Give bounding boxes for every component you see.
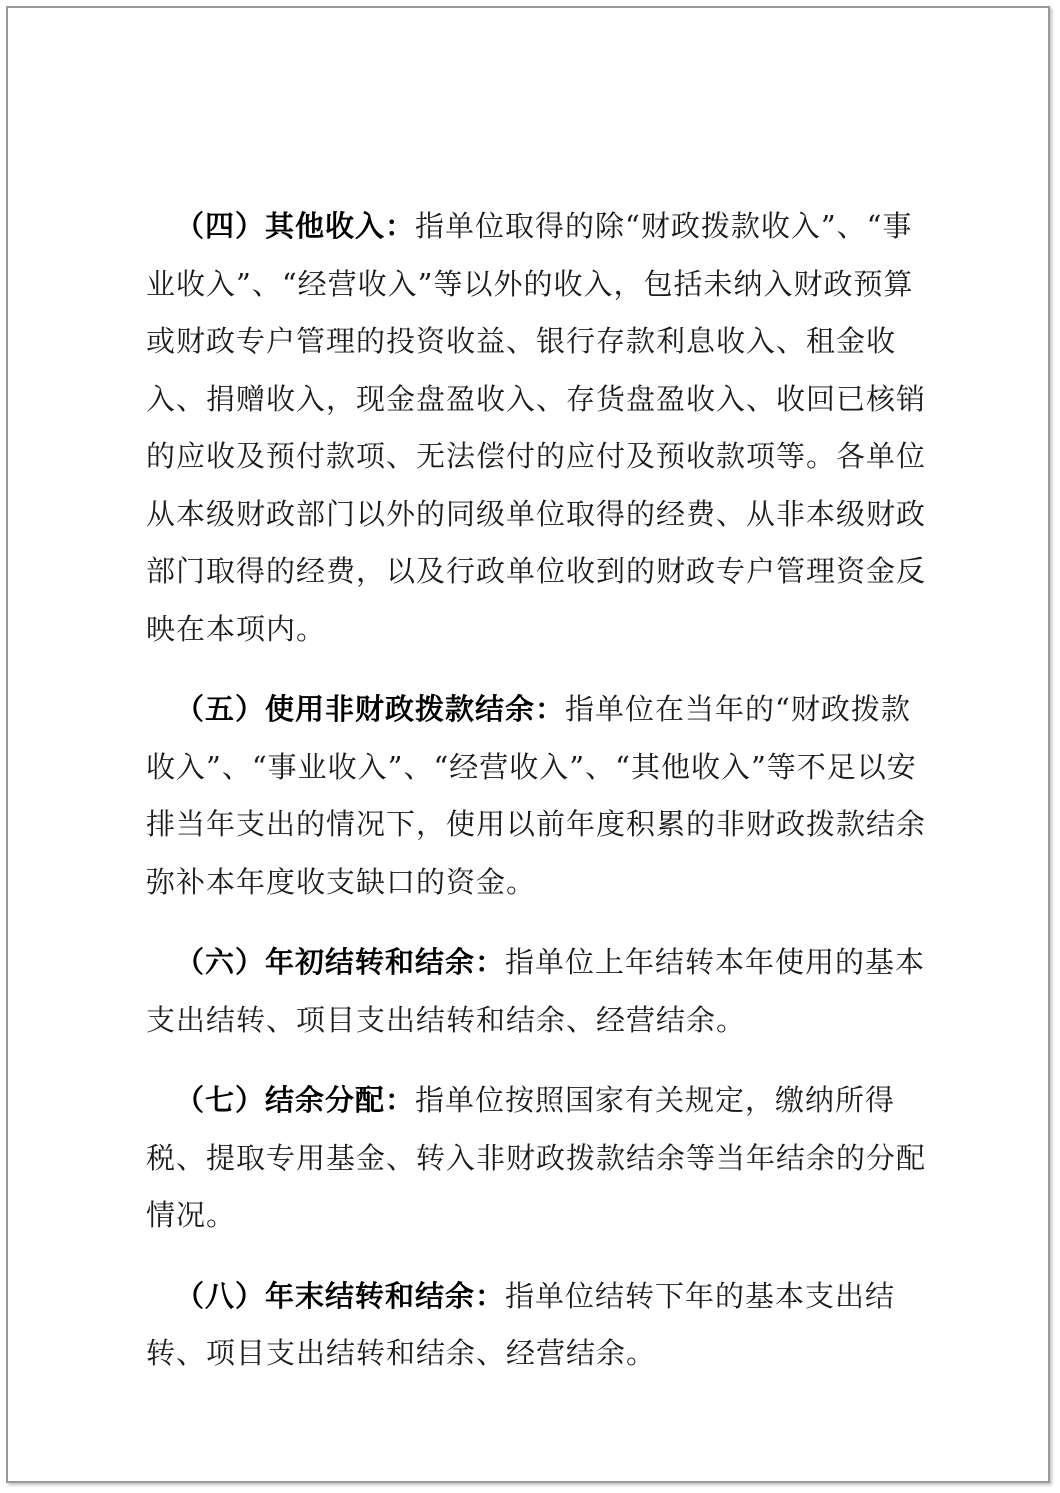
paragraph-heading: （七）结余分配： <box>175 1083 416 1117</box>
paragraph-text: 指单位取得的除“财政拨款收入”、“事业收入”、“经营收入”等以外的收入，包括未纳入财政预算或财政专户管理的投资收益、银行存款利息收入、租金收入、捐赠收入，现金盘盈收入、存货盘盈收入、收回已核销的应收及预付款项、无法偿付的应付及预收款项等。各单位从本级财政部门以外的同级单位取得的经费、从非本级财政部门取得的经费，以及行政单位收到的财政专户管理资金反映在本项内。 <box>146 209 927 646</box>
paragraph-non-fiscal-surplus-use <box>146 681 936 911</box>
paragraph-opening-carryover <box>146 934 936 1049</box>
paragraph-closing-carryover <box>146 1268 936 1383</box>
paragraph-other-income <box>146 198 936 658</box>
paragraph-text: 指单位结转下年的基本支出结转、项目支出结转和结余、经营结余。 <box>146 1278 896 1370</box>
paragraph-text: 指单位上年结转本年使用的基本支出结转、项目支出结转和结余、经营结余。 <box>146 945 926 1037</box>
paragraph-heading: （五）使用非财政拨款结余： <box>175 692 566 726</box>
paragraph-text: 指单位在当年的“财政拨款收入”、“事业收入”、“经营收入”、“其他收入”等不足以安排当年支出的情况下，使用以前年度积累的非财政拨款结余弥补本年度收支缺口的资金。 <box>146 692 927 899</box>
paragraph-text: 指单位按照国家有关规定，缴纳所得税、提取专用基金、转入非财政拨款结余等当年结余的分配情况。 <box>146 1083 927 1232</box>
paragraph-heading: （四）其他收入： <box>175 209 416 243</box>
paragraph-heading: （八）年末结转和结余： <box>175 1278 506 1313</box>
paragraph-surplus-distribution <box>146 1072 936 1245</box>
document-page <box>6 6 1050 1483</box>
document-body <box>146 198 936 1383</box>
paragraph-heading: （六）年初结转和结余： <box>175 945 506 979</box>
